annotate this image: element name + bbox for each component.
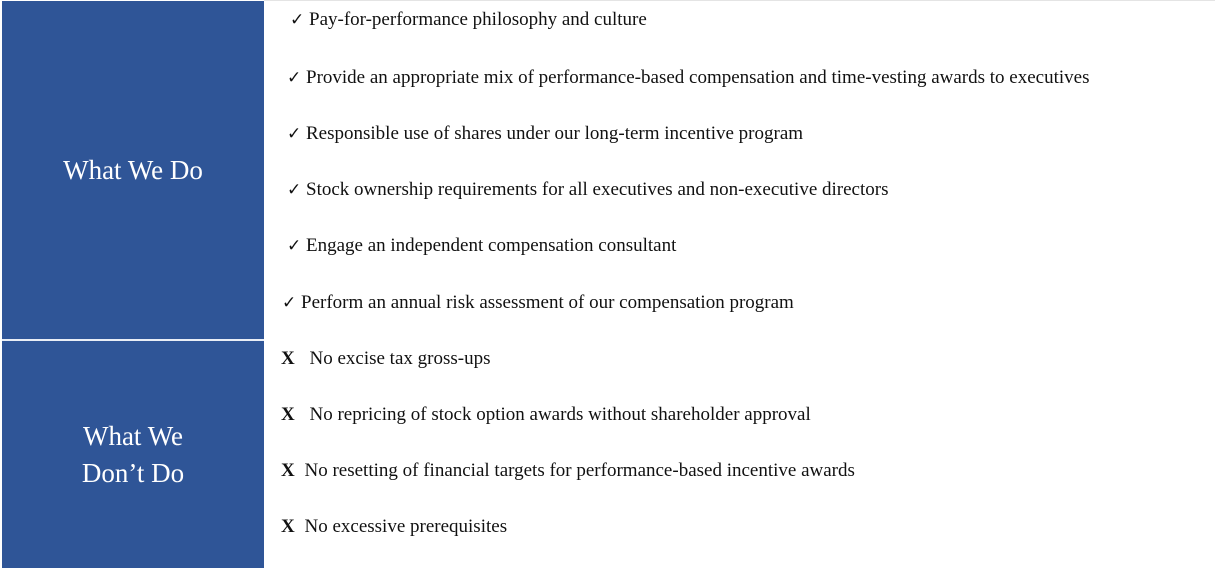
dont-item bbox=[281, 403, 811, 427]
what-we-dont-do-title-line1: What We bbox=[82, 420, 184, 451]
checkmark-icon: ✓ bbox=[287, 236, 302, 256]
top-border bbox=[264, 0, 1215, 1]
do-item bbox=[287, 66, 1089, 90]
dont-item bbox=[281, 515, 507, 539]
dont-item-text: No excise tax gross-ups bbox=[309, 348, 491, 369]
dont-item-text: No repricing of stock option awards without shareholder approval bbox=[309, 404, 811, 425]
dont-item bbox=[281, 459, 855, 483]
what-we-dont-do-title-line2: Don’t Do bbox=[81, 457, 185, 488]
do-item bbox=[290, 8, 647, 32]
checkmark-icon: ✓ bbox=[287, 68, 302, 88]
do-item-text: Engage an independent compensation consultant bbox=[306, 235, 677, 256]
checkmark-icon: ✓ bbox=[287, 180, 302, 200]
do-item-text: Provide an appropriate mix of performance-based compensation and time-vesting awards to executives bbox=[306, 67, 1090, 88]
dont-item-text: No resetting of financial targets for performance-based incentive awards bbox=[304, 460, 855, 481]
do-item bbox=[287, 234, 676, 258]
do-item bbox=[287, 178, 888, 202]
what-we-do-label bbox=[2, 1, 264, 339]
x-mark-icon: X bbox=[281, 348, 295, 369]
checkmark-icon: ✓ bbox=[290, 10, 305, 30]
do-item bbox=[287, 122, 803, 146]
do-item-text: Pay-for-performance philosophy and culture bbox=[309, 9, 647, 30]
do-item-text: Perform an annual risk assessment of our compensation program bbox=[301, 292, 794, 313]
checkmark-icon: ✓ bbox=[282, 293, 297, 313]
what-we-dont-do-title bbox=[82, 418, 184, 492]
checkmark-icon: ✓ bbox=[287, 124, 302, 144]
x-mark-icon: X bbox=[281, 404, 295, 425]
what-we-dont-do-label bbox=[2, 341, 264, 568]
x-mark-icon: X bbox=[281, 460, 295, 481]
do-item-text: Stock ownership requirements for all executives and non-executive directors bbox=[306, 179, 889, 200]
x-mark-icon: X bbox=[281, 516, 295, 537]
dont-item-text: No excessive prerequisites bbox=[304, 516, 508, 537]
what-we-do-title: What We Do bbox=[63, 154, 203, 185]
do-item bbox=[282, 291, 794, 315]
do-item-text: Responsible use of shares under our long-term incentive program bbox=[306, 123, 804, 144]
dont-item bbox=[281, 347, 490, 371]
